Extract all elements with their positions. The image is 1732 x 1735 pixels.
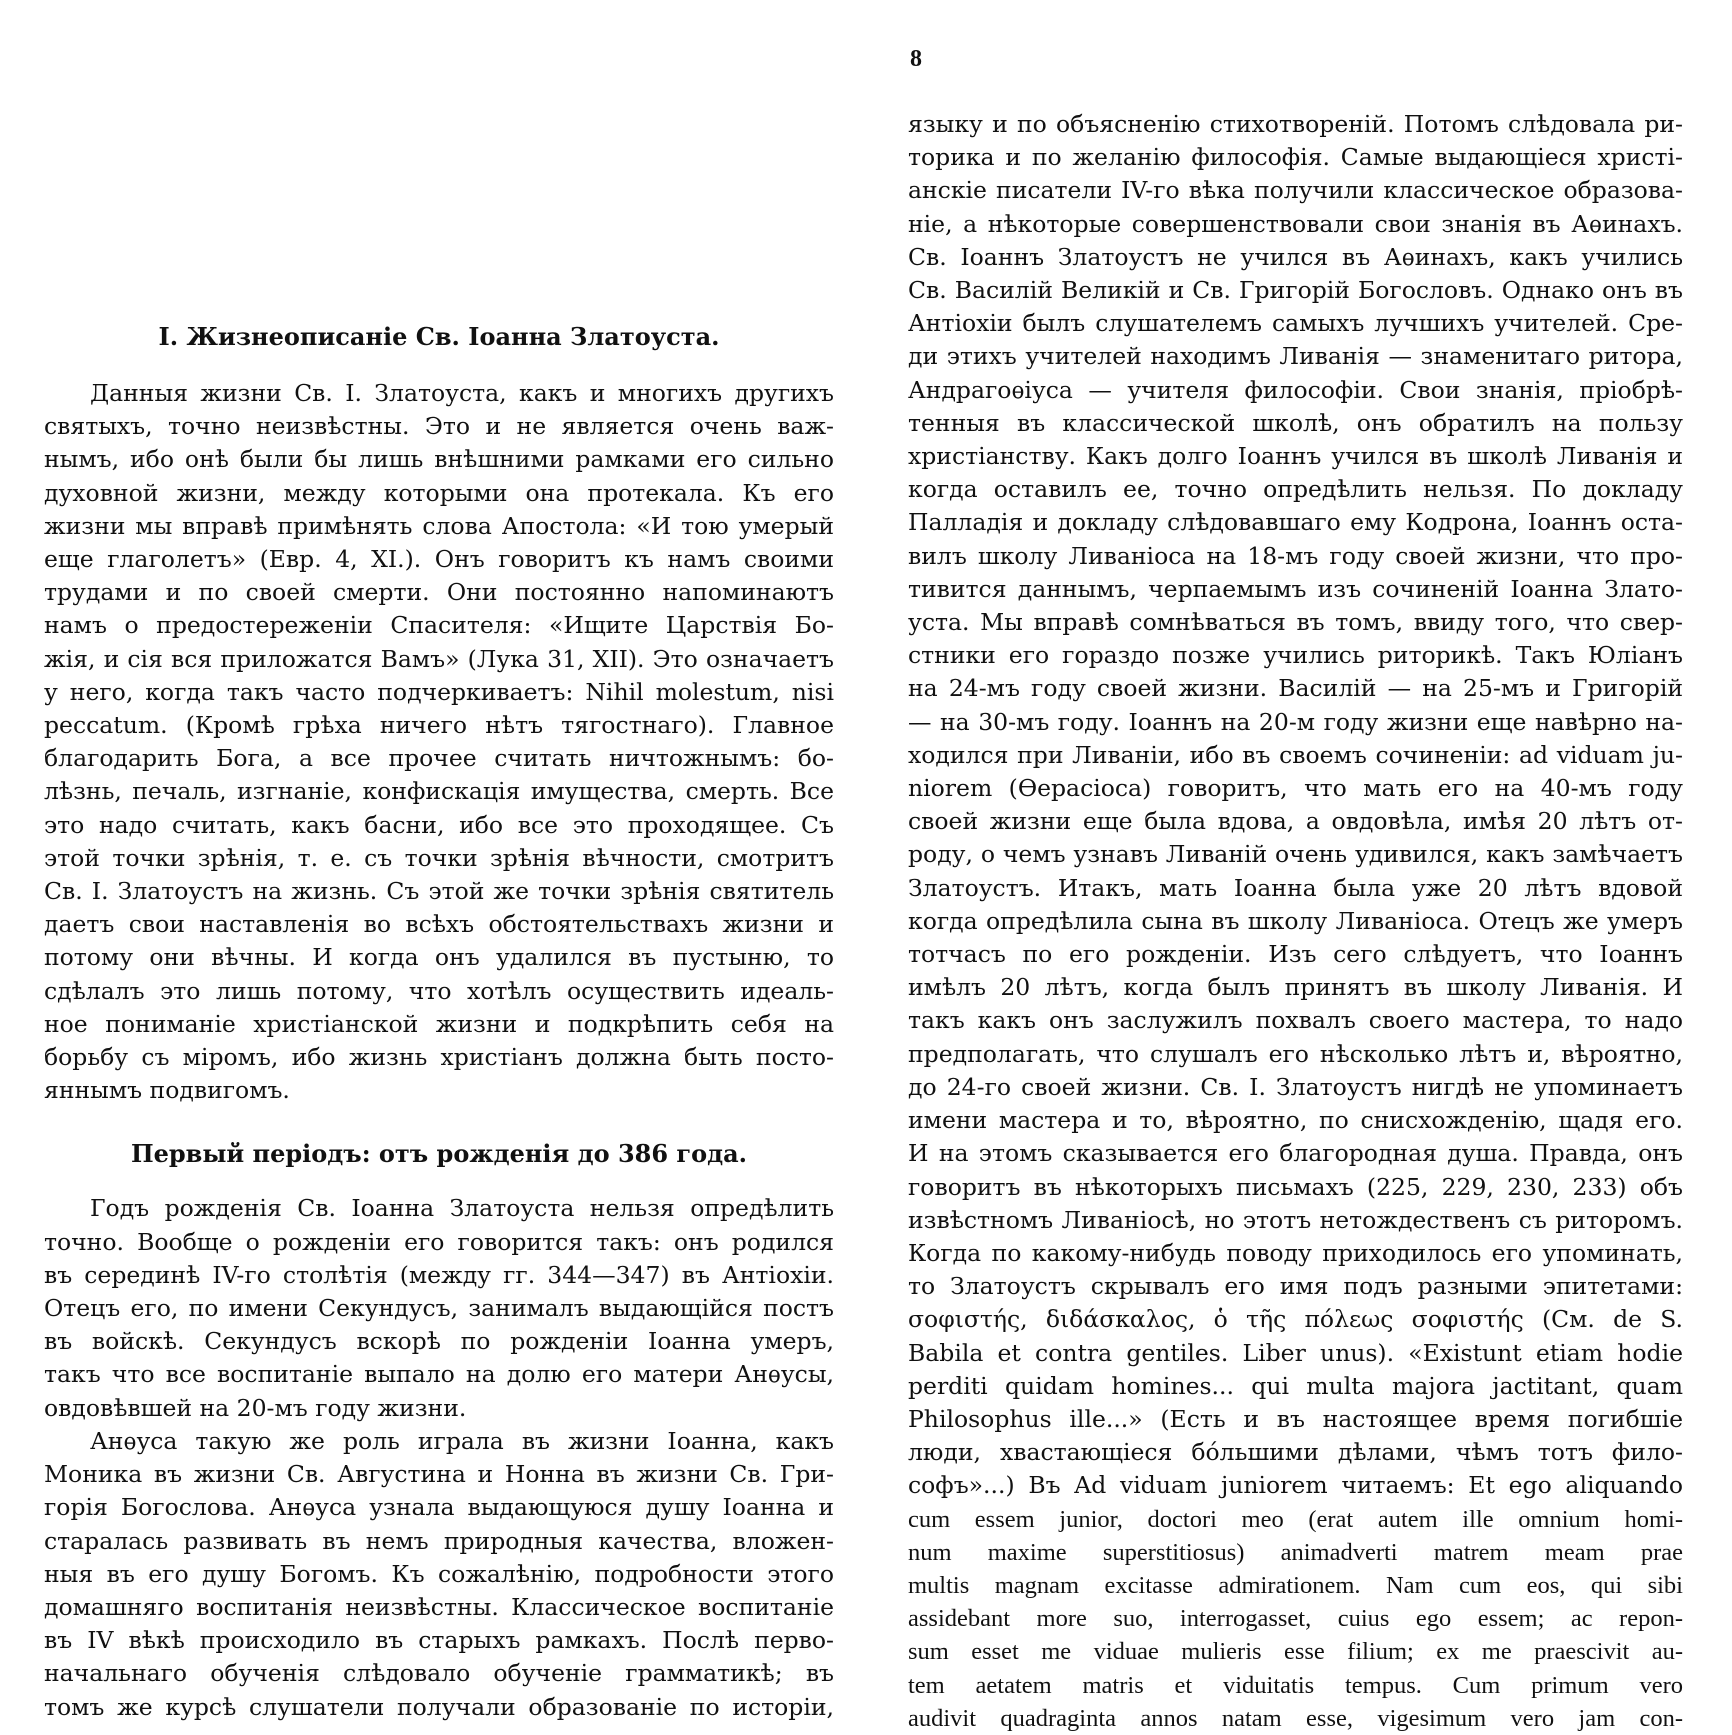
- text-line: нымъ, ибо онѣ были бы лишь внѣшними рамками его сильно: [44, 445, 834, 474]
- text-line: Отецъ его, по имени Секундусъ, занималъ выдающійся постъ: [44, 1294, 834, 1323]
- text-line: num maxime superstitiosus) animadverti matrem meam prae: [908, 1538, 1683, 1566]
- text-line: намъ о предостереженіи Спасителя: «Ищите Царствія Бо-: [44, 611, 834, 640]
- text-line: въ войскѣ. Секундусъ вскорѣ по рожденіи Іоанна умеръ,: [44, 1327, 834, 1356]
- text-line: когда оставилъ ее, точно опредѣлить нельзя. По докладу: [908, 475, 1683, 504]
- text-line: святыхъ, точно неизвѣстны. Это и не является очень важ-: [44, 412, 834, 441]
- text-line: ходился при Ливаніи, ибо въ своемъ сочиненіи: ad viduam ju-: [908, 740, 1683, 769]
- text-line: еще глаголетъ» (Евр. 4, XI.). Онъ говоритъ къ намъ своими: [44, 545, 834, 574]
- text-line: Моника въ жизни Св. Августина и Нонна въ жизни Св. Гри-: [44, 1460, 834, 1489]
- text-line: языку и по объясненію стихотвореній. Потомъ слѣдовала ри-: [908, 110, 1683, 138]
- text-line: говоритъ въ нѣкоторыхъ письмахъ (225, 229, 230, 233) объ: [908, 1172, 1683, 1201]
- text-line: начальнаго обученія слѣдовало обученіе грамматикѣ; въ: [44, 1659, 834, 1688]
- text-line: анскіе писатели IV-го вѣка получили классическое образова-: [908, 176, 1683, 205]
- text-line: у него, когда такъ часто подчеркиваетъ: Nihil molestum, nisi: [44, 677, 834, 706]
- text-line: овдовѣвшей на 20-мъ году жизни.: [44, 1393, 467, 1422]
- text-line: тотчасъ по его рожденіи. Изъ сего слѣдуетъ, что Іоаннъ: [908, 940, 1683, 969]
- text-line: — на 30-мъ году. Іоаннъ на 20-м году жизни еще навѣрно на-: [908, 707, 1683, 736]
- text-line: уста. Мы вправѣ сомнѣваться въ томъ, ввиду того, что свер-: [908, 608, 1683, 637]
- text-line: борьбу съ міромъ, ибо жизнь христіанъ должна быть посто-: [44, 1043, 834, 1072]
- section-heading: I. Жизнеописаніе Св. Іоанна Златоуста.: [158, 322, 720, 351]
- text-line: христіанству. Какъ долго Іоаннъ учился въ школѣ Ливанія и: [908, 442, 1683, 471]
- text-line: имѣлъ 20 лѣтъ, когда былъ принятъ въ школу Ливанія. И: [908, 973, 1683, 1002]
- text-line: до 24-го своей жизни. Св. І. Златоустъ нигдѣ не упоминаетъ: [908, 1072, 1683, 1101]
- text-line: когда опредѣлила сына въ школу Ливаніоса. Отецъ же умеръ: [908, 906, 1683, 935]
- text-line: тивится даннымъ, черпаемымъ изъ сочиненій Іоанна Злато-: [908, 574, 1683, 603]
- text-line: домашняго воспитанія неизвѣстны. Классическое воспитаніе: [44, 1592, 834, 1621]
- text-line: такъ какъ онъ заслужилъ похвалъ своего мастера, то надо: [908, 1006, 1683, 1035]
- text-line: sum esset me viduae mulieris esse filium; ex me praescivit au-: [908, 1638, 1683, 1666]
- text-line: яннымъ подвигомъ.: [44, 1076, 290, 1105]
- text-line: Philosophus ille...» (Есть и въ настоящее время погибшіе: [908, 1404, 1683, 1433]
- right-column: [908, 108, 1683, 1735]
- text-line: audivit quadraginta annos natam esse, vigesimum vero jam con-: [908, 1704, 1683, 1732]
- text-line: этой точки зрѣнія, т. е. съ точки зрѣнія вѣчности, смотритъ: [44, 843, 834, 872]
- text-line: стники его гораздо позже учились риторикѣ. Такъ Юліанъ: [908, 641, 1683, 670]
- text-line: multis magnam excitasse admirationem. Nam cum eos, qui sibi: [908, 1571, 1683, 1599]
- text-line: cum essem junior, doctori meo (erat autem ille omnium homi-: [908, 1505, 1683, 1533]
- period-heading: Первый періодъ: отъ рожденія до 386 года.: [130, 1139, 748, 1169]
- text-line: томъ же курсѣ слушатели получали образованіе по исторіи,: [44, 1692, 834, 1721]
- text-line: люди, хвастающіеся бóльшими дѣлами, чѣмъ тотъ фило-: [908, 1438, 1683, 1467]
- text-line: предполагать, что слушалъ его нѣсколько лѣтъ и, вѣроятно,: [908, 1039, 1683, 1068]
- text-line: Андрагоѳіуса — учителя философіи. Свои знанія, пріобрѣ-: [908, 375, 1683, 404]
- text-line: niorem (Ѳерасіоса) говоритъ, что мать его на 40-мъ году: [908, 774, 1683, 803]
- text-line: точно. Вообще о рожденіи его говорится такъ: онъ родился: [44, 1227, 834, 1256]
- text-line: это надо считать, какъ басни, ибо все это проходящее. Съ: [44, 810, 834, 839]
- text-line: Когда по какому-нибудь поводу приходилось его упоминать,: [908, 1238, 1683, 1267]
- text-line: даетъ свои наставленія во всѣхъ обстоятельствахъ жизни и: [44, 910, 834, 939]
- text-line: Данныя жизни Св. І. Златоуста, какъ и многихъ другихъ: [90, 379, 834, 407]
- text-line: Годъ рожденія Св. Іоанна Златоуста нельзя опредѣлить: [90, 1194, 834, 1223]
- text-line: на 24-мъ году своей жизни. Василій — на 25-мъ и Григорій: [908, 674, 1683, 703]
- text-line: ди этихъ учителей находимъ Ливанія — знаменитаго ритора,: [908, 342, 1683, 371]
- text-line: Св. Іоаннъ Златоустъ не учился въ Аѳинахъ, какъ учились: [908, 242, 1683, 271]
- text-line: въ IV вѣкѣ происходило въ старыхъ рамкахъ. Послѣ перво-: [44, 1626, 834, 1655]
- text-line: ніе, а нѣкоторые совершенствовали свои знанія въ Аѳинахъ.: [908, 209, 1683, 238]
- text-line: тенныя въ классической школѣ, онъ обратилъ на пользу: [908, 408, 1683, 437]
- paragraph-biography-intro: [44, 377, 834, 1107]
- paragraph-mother: [44, 1425, 834, 1724]
- text-line: assidebant more suo, interrogasset, cuius ego essem; ac repon-: [908, 1605, 1683, 1633]
- text-line: ное пониманіе христіанской жизни и подкрѣпить себя на: [44, 1009, 834, 1038]
- text-line: жія, и сія вся приложатся Вамъ» (Лука 31, XII). Это означаетъ: [44, 644, 834, 673]
- left-column: [44, 320, 834, 1724]
- text-line: Св. І. Златоустъ на жизнь. Съ этой же точки зрѣнія святитель: [44, 877, 834, 906]
- text-line: Св. Василій Великій и Св. Григорій Богословъ. Однако онъ въ: [908, 276, 1683, 305]
- text-line: то Златоустъ скрывалъ его имя подъ разными эпитетами:: [908, 1272, 1683, 1301]
- text-line: Палладія и докладу слѣдовавшаго ему Кодрона, Іоаннъ оста-: [908, 508, 1683, 537]
- text-line: торика и по желанію философія. Самые выдающіеся христі-: [908, 143, 1683, 172]
- text-line: вилъ школу Ливаніоса на 18-мъ году своей жизни, что про-: [908, 541, 1683, 570]
- text-line: Антіохіи былъ слушателемъ самыхъ лучшихъ учителей. Сре-: [908, 309, 1683, 338]
- text-line: такъ что все воспитаніе выпало на долю его матери Анѳусы,: [44, 1360, 834, 1389]
- text-line: духовной жизни, между которыми она протекала. Къ его: [44, 478, 834, 507]
- text-line: peccatum. (Кромѣ грѣха ничего нѣтъ тягостнаго). Главное: [44, 711, 834, 740]
- text-line: въ серединѣ IV-го столѣтія (между гг. 344—347) въ Антіохіи.: [44, 1260, 834, 1289]
- text-line: своей жизни еще была вдова, а овдовѣла, имѣя 20 лѣтъ от-: [908, 807, 1683, 836]
- paragraph-birth: [44, 1192, 834, 1424]
- text-line: жизни мы вправѣ примѣнять слова Апостола: «И тою умерый: [44, 511, 834, 540]
- text-line: трудами и по своей смерти. Они постоянно напоминаютъ: [44, 578, 834, 607]
- text-line: лѣзнь, печаль, изгнаніе, конфискація имущества, смерть. Все: [44, 777, 834, 806]
- text-line: имени мастера и то, вѣроятно, по снисхожденію, щадя его.: [908, 1106, 1683, 1135]
- text-line: потому они вѣчны. И когда онъ удалился въ пустыню, то: [44, 943, 834, 972]
- text-line: благодарить Бога, а все прочее считать ничтожнымъ: бо-: [44, 744, 834, 773]
- text-line: горія Богослова. Анѳуса узнала выдающуюся душу Іоанна и: [44, 1493, 834, 1522]
- text-line: старалась развивать въ немъ природныя качества, вложен-: [44, 1526, 834, 1555]
- text-line: perditi quidam homines... qui multa majora jactitant, quam: [908, 1371, 1683, 1400]
- text-line: Златоустъ. Итакъ, мать Іоанна была уже 20 лѣтъ вдовой: [908, 873, 1683, 902]
- text-line: сдѣлалъ это лишь потому, что хотѣлъ осуществить идеаль-: [44, 976, 834, 1005]
- text-line: извѣстномъ Ливаніосѣ, но этотъ нетождественъ съ риторомъ.: [908, 1205, 1683, 1234]
- text-line: tem aetatem matris et viduitatis tempus. Cum primum vero: [908, 1671, 1683, 1699]
- text-line: И на этомъ сказывается его благородная душа. Правда, онъ: [908, 1139, 1683, 1168]
- text-line: Анѳуса такую же роль играла въ жизни Іоанна, какъ: [90, 1426, 834, 1455]
- text-line: σοφιστής, διδάσκαλος, ὁ τῆς πόλεως σοφιστής (См. de S.: [908, 1305, 1683, 1334]
- text-line: Babila et contra gentiles. Liber unus). «Existunt etiam hodie: [908, 1338, 1683, 1367]
- text-line: софъ»...) Въ Ad viduam juniorem читаемъ: Et ego aliquando: [908, 1471, 1683, 1500]
- text-line: ныя въ его душу Богомъ. Къ сожалѣнію, подробности этого: [44, 1559, 834, 1588]
- text-line: роду, о чемъ узнавъ Ливаній очень удивился, какъ замѣчаетъ: [908, 840, 1683, 869]
- book-spread: 8 I. Жизнеописаніе Св. Іоанна Златоуста. Данныя жизни Св. І. Златоуста, какъ и многихъ другихъ святыхъ, точно неизвѣстны. Это и не является очень важ- нымъ, ибо онѣ были бы лишь внѣшними рамками его сильно духовной жизни, между которыми она протекала. Къ его жизни мы вправѣ примѣнять слова Апостола: «И тою умерый еще глаголетъ» (Евр. 4, XI.). Онъ говоритъ къ намъ своими трудами и по своей смерти. Они постоянно напоминаютъ намъ о предостереженіи Спасителя: «Ищите Царствія Бо- жія, и сія вся приложатся Вамъ» (Лука 31, XII). Это означаетъ у него, когда такъ часто подчеркиваетъ: Nihil molestum, nisi peccatum. (Кромѣ грѣха ничего нѣтъ тягостнаго). Главное благодарить Бога, а все прочее считать ничтожнымъ: бо- лѣзнь, печаль, изгнаніе, конфискація имущества, смерть. Все это надо считать, какъ басни, ибо все это проходящее. Съ этой точки зрѣнія, т. е. съ точки зрѣнія вѣчности, смотритъ Св. І. Златоустъ на жизнь. Съ этой же точки зрѣнія святитель даетъ свои наставленія во всѣхъ обстоятельствахъ жизни и потому они вѣчны. И когда онъ удалился въ пустыню, то сдѣлалъ это лишь потому, что хотѣлъ осуществить идеаль- ное пониманіе христіанской жизни и подкрѣпить себя на борьбу съ міромъ, ибо жизнь христіанъ должна быть посто- яннымъ подвигомъ. Первый періодъ: отъ рожденія до 386 года. Годъ рожденія Св. Іоанна Златоуста нельзя опредѣлить точно. Вообще о рожденіи его говорится такъ: онъ родился въ серединѣ IV-го столѣтія (между гг. 344—347) въ Антіохіи. Отецъ его, по имени Секундусъ, занималъ выдающійся постъ въ войскѣ. Секундусъ вскорѣ по рожденіи Іоанна умеръ, такъ что все воспитаніе выпало на долю его матери Анѳусы, овдовѣвшей на 20-мъ году жизни. Анѳуса такую же роль играла въ жизни Іоанна, какъ Моника въ жизни Св. Августина и Нонна въ жизни Св. Гри- горія Богослова. Анѳуса узнала выдающуюся душу Іоанна и старалась развивать въ немъ природныя качества, вложен- ныя въ его душу Богомъ. Къ сожалѣнію, подробности этого домашняго воспитанія неизвѣстны. Классическое воспитаніе въ IV вѣкѣ происходило въ старыхъ рамкахъ. Послѣ перво- начальнаго обученія слѣдовало обученіе грамматикѣ; въ томъ же курсѣ слушатели получали образованіе по исторіи, языку и по объясненію стихотвореній. Потомъ слѣдовала ри- торика и по желанію философія. Самые выдающіеся христі- анскіе писатели IV-го вѣка получили классическое образова- ніе, а нѣкоторые совершенствовали свои знанія въ Аѳинахъ. Св. Іоаннъ Златоустъ не учился въ Аѳинахъ, какъ учились Св. Василій Великій и Св. Григорій Богословъ. Однако онъ въ Антіохіи былъ слушателемъ самыхъ лучшихъ учителей. Сре- ди этихъ учителей находимъ Ливанія — знаменитаго ритора, Андрагоѳіуса — учителя философіи. Свои знанія, пріобрѣ- тенныя въ классической школѣ, онъ обратилъ на пользу христіанству. Какъ долго Іоаннъ учился въ школѣ Ливанія и когда оставилъ ее, точно опредѣлить нельзя. По докладу Палладія и докладу слѣдовавшаго ему Кодрона, Іоаннъ оста- вилъ школу Ливаніоса на 18-мъ году своей жизни, что про- тивится даннымъ, черпаемымъ изъ сочиненій Іоанна Злато- уста. Мы вправѣ сомнѣваться въ томъ, ввиду того, что свер- стники его гораздо позже учились риторикѣ. Такъ Юліанъ на 24-мъ году своей жизни. Василій — на 25-мъ и Григорій — на 30-мъ году. Іоаннъ на 20-м году жизни еще навѣрно на- ходился при Ливаніи, ибо въ своемъ сочиненіи: ad viduam ju- niorem (Ѳерасіоса) говоритъ, что мать его на 40-мъ году своей жизни еще была вдова, а овдовѣла, имѣя 20 лѣтъ от- роду, о чемъ узнавъ Ливаній очень удивился, какъ замѣчаетъ Златоустъ. Итакъ, мать Іоанна была уже 20 лѣтъ вдовой когда опредѣлила сына въ школу Ливаніоса. Отецъ же умеръ тотчасъ по его рожденіи. Изъ сего слѣдуетъ, что Іоаннъ имѣлъ 20 лѣтъ, когда былъ принятъ въ школу Ливанія. И такъ какъ онъ заслужилъ похвалъ своего мастера, то надо предполагать, что слушалъ его нѣсколько лѣтъ и, вѣроятно, до 24-го своей жизни. Св. І. Златоустъ нигдѣ не упоминаетъ имени мастера и то, вѣроятно, по снисхожденію, щадя его. И на этомъ сказывается его благородная душа. Правда, онъ говоритъ въ нѣкоторыхъ письмахъ (225, 229, 230, 233) объ извѣстномъ Ливаніосѣ, но этотъ нетождественъ съ риторомъ. Когда по какому-нибудь поводу приходилось его упоминать, то Златоустъ скрывалъ его имя подъ разными эпитетами: σοφιστής, διδάσκαλος, ὁ τῆς πόλεως σοφιστής (См. de S. Babila et contra gentiles. Liber unus). «Existunt etiam hodie perditi quidam homines... qui multa majora jactitant, quam Philosophus ille...» (Есть и въ настоящее время погибшіе люди, хвастающіеся бóльшими дѣлами, чѣмъ тотъ фило- софъ»...) Въ Ad viduam juniorem читаемъ: Et ego aliquando cum essem junior, doctori meo (erat autem ille omnium homi- num maxime superstitiosus) animadverti matrem meam prae multis magnam excitasse admirationem. Nam cum eos, qui sibi assidebant more suo, interrogasset, cuius ego essem; ac repon- sum esset me viduae mulieris esse filium; ex me praescivit au- tem aetatem matris et viduitatis tempus. Cum primum vero audivit quadraginta annos natam esse, vigesimum vero jam con-: [0, 0, 1732, 1500]
